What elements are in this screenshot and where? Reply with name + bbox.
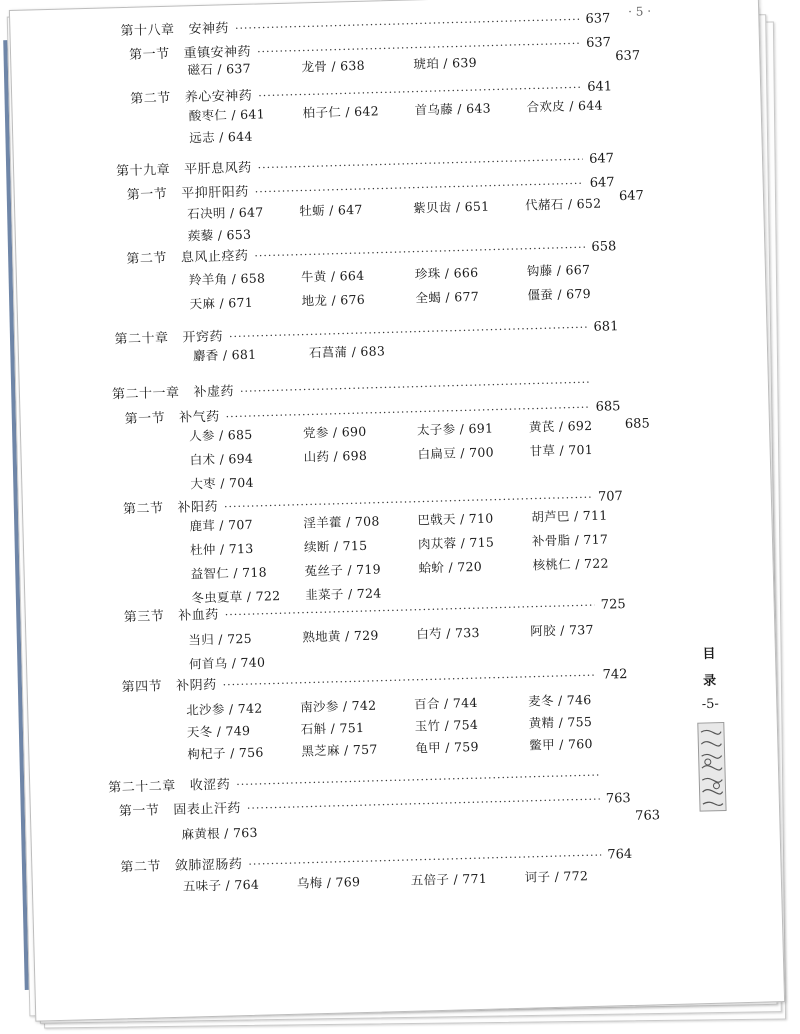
side-label-lu: 录 (702, 673, 717, 690)
section-title: 补血药 (178, 607, 220, 624)
toc-entry: 石决明 / 647 (187, 204, 264, 222)
chapter-title: 安神药 (188, 21, 230, 38)
corner-mark: · 5 · (627, 4, 652, 19)
toc-entry: 甘草 / 701 (529, 441, 594, 459)
chapter-page (606, 778, 630, 779)
toc-entry: 白扁豆 / 700 (417, 444, 495, 462)
chapter-title: 开窍药 (182, 329, 224, 346)
chapter-number: 第十九章 (115, 162, 171, 180)
chapter-page: 647 (588, 151, 615, 167)
toc-entry: 胡芦巴 / 711 (531, 507, 608, 525)
toc-entry: 玉竹 / 754 (414, 716, 479, 734)
chapter-page: 681 (593, 319, 619, 335)
toc-entry: 远志 / 644 (189, 128, 253, 146)
toc-entry: 白术 / 694 (189, 450, 254, 468)
toc-entry: 黄芪 / 692 (528, 417, 593, 435)
toc-entry: 乌梅 / 769 (296, 874, 361, 891)
chapter-number: 第十八章 (120, 22, 175, 40)
toc-entry: 珍珠 / 666 (414, 264, 479, 282)
section-page: 658 (591, 239, 617, 255)
toc-entry: 熟地黄 / 729 (302, 627, 379, 645)
leader-dots (235, 13, 580, 35)
toc-entry: 五味子 / 764 (182, 876, 260, 894)
section-page: 742 (602, 667, 628, 683)
toc-entry: 黄精 / 755 (528, 713, 593, 731)
section-title: 平抑肝阳药 (181, 184, 249, 202)
toc-entry: 麝香 / 681 (192, 346, 257, 364)
section-page: 725 (600, 597, 626, 613)
toc-entry: 钩藤 / 667 (526, 261, 591, 279)
toc-entry: 巴戟天 / 710 (417, 510, 494, 528)
toc-entry: 牛黄 / 664 (300, 267, 365, 285)
toc-entry: 阿胶 / 737 (530, 621, 594, 639)
section-title: 固表止汗药 (173, 801, 242, 818)
toc-entry: 太子参 / 691 (416, 420, 494, 438)
chapter-number: 第二十二章 (108, 778, 176, 796)
toc-entry: 羚羊角 / 658 (188, 270, 266, 288)
toc-entry: 酸枣仁 / 641 (188, 106, 266, 124)
toc-entry: 党参 / 690 (302, 423, 367, 441)
section-page: 764 (607, 846, 633, 863)
section-title: 补气药 (178, 409, 220, 426)
toc-entry: 琥珀 / 639 (413, 54, 478, 72)
toc-page (9, 0, 785, 1022)
toc-entry: 杜仲 / 713 (189, 540, 254, 558)
toc-entry: 人参 / 685 (188, 426, 253, 444)
toc-entry: 百合 / 744 (413, 694, 478, 712)
toc-entry: 柏子仁 / 642 (302, 103, 380, 121)
toc-entry: 大枣 / 704 (190, 474, 254, 492)
toc-entry: 枸杞子 / 756 (187, 744, 264, 762)
section-page: 641 (587, 79, 613, 95)
ornament-icon (697, 721, 727, 812)
toc-entry: 石菖蒲 / 683 (308, 343, 386, 361)
toc-entry: 麻黄根 / 763 (181, 824, 258, 842)
section-page: 707 (597, 489, 624, 505)
chapter-number: 第二十一章 (111, 385, 180, 403)
toc-entry: 合欢皮 / 644 (526, 97, 603, 115)
toc-entry: 何首乌 / 740 (188, 654, 266, 672)
toc-entry: 淫羊藿 / 708 (303, 513, 380, 531)
section-title: 补阳药 (177, 499, 219, 516)
toc-entry: 诃子 / 772 (524, 868, 589, 885)
toc-entry: 菟丝子 / 719 (304, 561, 382, 579)
section-page: 685 (595, 399, 621, 415)
toc-entry: 补骨脂 / 717 (531, 531, 609, 549)
toc-entry: 首乌藤 / 643 (414, 100, 492, 118)
leader-dots (240, 376, 590, 398)
section-title: 敛肺涩肠药 (174, 857, 243, 874)
toc-entry: 麦冬 / 746 (527, 691, 592, 709)
toc-entry: 全蝎 / 677 (415, 288, 480, 306)
section-page: 637 (585, 35, 612, 51)
leader-dots (236, 769, 600, 792)
toc-entry: 牡蛎 / 647 (299, 201, 363, 219)
toc-entry: 代赭石 / 652 (524, 195, 602, 213)
toc-entry: 白芍 / 733 (416, 624, 480, 642)
page-ref: 647 (618, 188, 644, 205)
toc-entry: 磁石 / 637 (187, 60, 252, 78)
chapter-page (596, 385, 620, 386)
toc-entry: 益智仁 / 718 (190, 564, 268, 582)
toc-entry: 地龙 / 676 (301, 291, 366, 309)
toc-entry: 龟甲 / 759 (415, 738, 479, 756)
page-ref: 763 (635, 808, 661, 824)
section-title: 重镇安神药 (183, 44, 252, 62)
toc-entry: 龙骨 / 638 (301, 57, 366, 75)
section-number: 第二节 (130, 90, 171, 107)
section-number: 第四节 (121, 679, 163, 696)
toc-entry: 蒺藜 / 653 (187, 226, 252, 244)
section-number: 第二节 (120, 859, 162, 876)
leader-dots (254, 241, 585, 263)
toc-entry: 当归 / 725 (188, 630, 253, 648)
toc-entry: 黑芝麻 / 757 (301, 741, 378, 759)
toc-entry: 鹿茸 / 707 (189, 516, 254, 534)
page-number: -5- (701, 696, 720, 713)
chapter-title: 补虚药 (193, 384, 235, 401)
section-number: 第二节 (122, 501, 164, 518)
toc-entry: 蛤蚧 / 720 (418, 558, 483, 576)
leader-dots (257, 153, 583, 175)
toc-entry: 北沙参 / 742 (186, 700, 263, 718)
toc-entry: 南沙参 / 742 (300, 697, 377, 715)
toc-entry: 天冬 / 749 (186, 722, 251, 740)
section-page: 647 (589, 175, 615, 191)
toc-entry: 紫贝齿 / 651 (413, 198, 490, 216)
chapter-title: 收涩药 (189, 777, 231, 794)
toc-entry: 韭菜子 / 724 (305, 585, 382, 603)
section-number: 第一节 (118, 803, 160, 820)
section-number: 第三节 (123, 609, 165, 626)
leader-dots (229, 321, 588, 343)
side-label-mu: 目 (702, 646, 716, 663)
toc-entry: 山药 / 698 (303, 447, 368, 465)
section-number: 第一节 (124, 411, 166, 428)
section-page: 763 (605, 790, 631, 807)
chapter-number: 第二十章 (114, 330, 169, 348)
toc-entry: 石斛 / 751 (300, 719, 365, 737)
section-title: 息风止痉药 (180, 248, 249, 266)
side-tab (687, 642, 735, 812)
section-title: 补阴药 (175, 677, 217, 694)
section-number: 第一节 (128, 46, 170, 63)
toc-entry: 五倍子 / 771 (410, 870, 488, 888)
toc-entry: 天麻 / 671 (189, 294, 254, 312)
toc-entry: 僵蚕 / 679 (527, 285, 592, 303)
toc-entry: 核桃仁 / 722 (532, 555, 609, 573)
page-ref: 637 (615, 48, 641, 65)
page-ref: 685 (624, 416, 650, 433)
toc-entry: 鳖甲 / 760 (529, 735, 593, 753)
section-number: 第一节 (126, 186, 168, 203)
toc-entry: 续断 / 715 (303, 537, 368, 555)
section-number: 第二节 (126, 250, 168, 267)
toc-content (10, 0, 784, 1021)
leader-dots (222, 669, 596, 692)
leader-dots (247, 793, 600, 815)
toc-entry: 肉苁蓉 / 715 (417, 534, 495, 552)
chapter-title: 平肝息风药 (183, 160, 252, 178)
toc-entry: 冬虫夏草 / 722 (191, 588, 281, 606)
chapter-page: 637 (585, 11, 611, 27)
section-title: 养心安神药 (184, 88, 253, 106)
